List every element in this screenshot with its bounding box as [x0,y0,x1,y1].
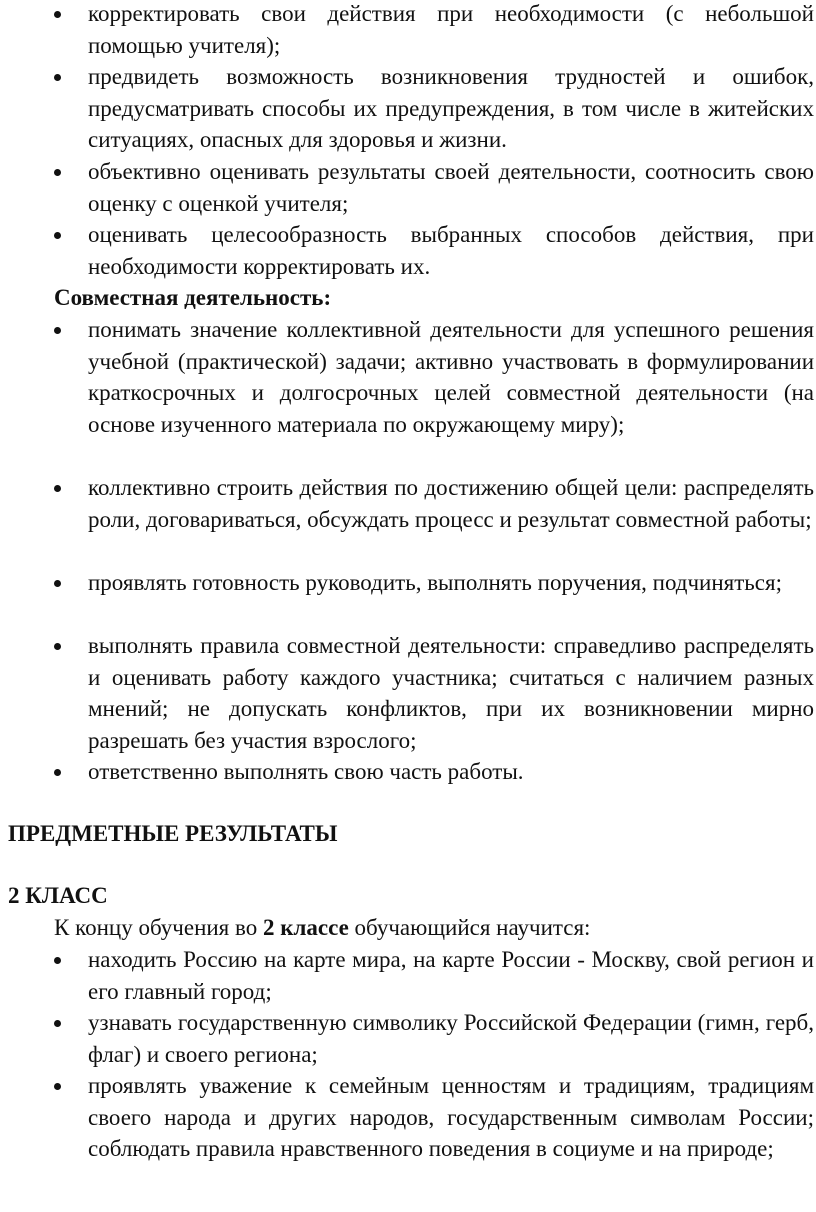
grade-intro-end: обучающийся научится: [348,915,591,940]
bullet-icon [54,1020,61,1027]
list-item [0,1070,816,1196]
grade-intro-start: К концу обучения во [54,915,263,940]
list-item-text: проявлять уважение к семейным ценностям и традициям, традициям своего народа и других народов, государственным символам России; соблюдать правила нравственного поведения в социуме и на природе; [88,1073,814,1161]
list-item-text: коллективно строить действия по достижению общей цели: распределять роли, договариваться, обсуждать процесс и результат совместной работы; [88,475,814,532]
list-item [0,156,816,219]
list-item-text: понимать значение коллективной деятельности для успешного решения учебной (практической) задачи; активно участвовать в формулировании краткосрочных и долгосрочных целей совместной деятельности (на основе изученного материала по окружающему миру); [88,317,814,437]
grade-heading: 2 КЛАСС [8,883,108,908]
bullet-icon [54,169,61,176]
bullet-icon [54,485,61,492]
bullet-icon [54,74,61,81]
list-item [0,472,816,567]
list-item-text: проявлять готовность руководить, выполнять поручения, подчиняться; [88,570,782,595]
bullet-icon [54,769,61,776]
bullet-icon [54,580,61,587]
bullet-icon [54,957,61,964]
subject-results-heading: ПРЕДМЕТНЫЕ РЕЗУЛЬТАТЫ [8,821,338,846]
list-item-text: объективно оценивать результаты своей деятельности, соотносить свою оценку с оценкой учителя; [88,159,814,216]
grade-intro-bold: 2 классе [262,915,349,940]
list-item [0,567,816,630]
bullet-icon [54,327,61,334]
grade2-results-list [0,944,816,1196]
grade-intro [0,912,816,944]
list-item [0,61,816,156]
list-item [0,630,816,756]
list-item-text: предвидеть возможность возникновения трудностей и ошибок, предусматривать способы их предупреждения, в том числе в житейских ситуациях, опасных для здоровья и жизни. [88,64,814,152]
list-item [0,219,816,282]
bullet-icon [54,232,61,239]
list-item [0,314,816,472]
list-item-text: ответственно выполнять свою часть работы. [88,759,524,784]
list-item [0,944,816,1007]
joint-activity-heading: Совместная деятельность: [54,285,332,310]
list-item-text: корректировать свои действия при необходимости (с небольшой помощью учителя); [88,1,814,58]
joint-activity-list [0,314,816,788]
list-item-text: выполнять правила совместной деятельности: справедливо распределять и оценивать работу каждого участника; считаться с наличием разных мнений; не допускать конфликтов, при их возникновении мирно разрешать без участия взрослого; [88,633,814,753]
list-item-text: узнавать государственную символику Российской Федерации (гимн, герб, флаг) и своего региона; [88,1010,814,1067]
bullet-icon [54,643,61,650]
bullet-icon [54,11,61,18]
regulation-list [0,0,816,282]
list-item-text: оценивать целесообразность выбранных способов действия, при необходимости корректировать их. [88,222,814,279]
bullet-icon [54,1083,61,1090]
list-item-text: находить Россию на карте мира, на карте России - Москву, свой регион и его главный город; [88,947,814,1004]
list-item [0,0,816,61]
list-item [0,1007,816,1070]
list-item [0,756,816,788]
